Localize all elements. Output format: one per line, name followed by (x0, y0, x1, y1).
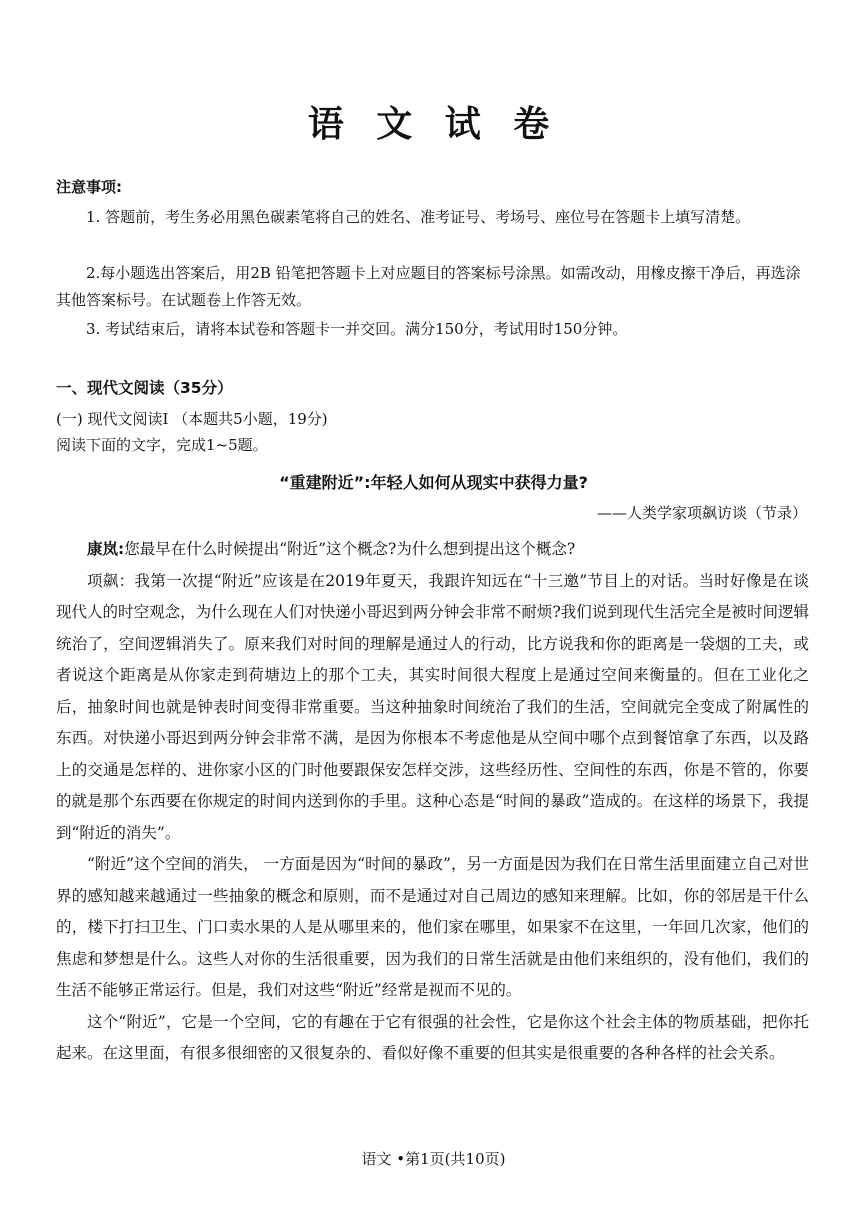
paragraph: 康岚:您最早在什么时候提出“附近”这个概念?为什么想到提出这个概念? (87, 540, 576, 558)
notice-heading: 注意事项: (56, 178, 122, 196)
paragraph: 这个“附近”，它是一个空间，它的有趣在于它有很强的社会性，它是你这个社会主体的物质基础，把你托起来。在这里面，有很多很细密的又很复杂的、看似好像不重要的但其实是很重要的各种各样的社会关系。 (56, 1012, 809, 1062)
notice-item-2: 2.每小题选出答案后，用2B 铅笔把答题卡上对应题目的答案标号涂黑。如需改动，用橡皮擦干净后，再选涂其他答案标号。在试题卷上作答无效。 (56, 264, 801, 309)
paragraph: “附近”这个空间的消失， 一方面是因为“时间的暴政”，另一方面是因为我们在日常生活里面建立自己对世界的感知越来越通过一些抽象的概念和原则，而不是通过对自己周边的感知来理解。比如，你的邻居是干什么的，楼下打扫卫生、门口卖水果的人是从哪里来的，他们家在哪里，如果家不在这里，一年回几次家，他们的焦虑和梦想是什么。这些人对你的生活很重要，因为我们的日常生活就是由他们来组织的，没有他们，我们的生活不能够正常运行。但是，我们对这些“附近”经常是视而不见的。 (56, 855, 809, 999)
article-byline: ——人类学家项飙访谈（节录） (596, 504, 807, 522)
notice-item-3: 3. 考试结束后，请将本试卷和答题卡一并交回。满分150分，考试用时150分钟。 (86, 320, 628, 338)
paragraph: 项飙：我第一次提“附近”应该是在2019年夏天，我跟许知远在“十三邀”节目上的对话。当时好像是在谈现代人的时空观念，为什么现在人们对快递小哥迟到两分钟会非常不耐烦?我们说到现代生活完全是被时间逻辑统治了，空间逻辑消失了。原来我们对时间的理解是通过人的行动，比方说我和你的距离是一袋烟的工夫，或者说这个距离是从你家走到荷塘边上的那个工夫，其实时间很大程度上是通过空间来衡量的。但在工业化之后，抽象时间也就是钟表时间变得非常重要。当这种抽象时间统治了我们的生活，空间就完全变成了附属性的东西。对快递小哥迟到两分钟会非常不满，是因为你根本不考虑他是从空间中哪个点到餐馆拿了东西，以及路上的交通是怎样的、进你家小区的门时他要跟保安怎样交涉，这些经历性、空间性的东西，你是不管的，你要的就是那个东西要在你规定的时间内送到你的手里。这种心态是“时间的暴政”造成的。在这样的场景下，我提到“附近的消失”。 (56, 571, 809, 842)
article-body (56, 534, 809, 1070)
section-heading: 一、现代文阅读（35分） (56, 379, 233, 397)
speaker-label: 康岚: (87, 540, 125, 558)
sub-section-heading: (一) 现代文阅读I （本题共5小题，19分) (56, 410, 328, 428)
page-title: 语 文 试 卷 (307, 103, 560, 145)
notice-item-1: 1. 答题前，考生务必用黑色碳素笔将自己的姓名、准考证号、考场号、座位号在答题卡上填写清楚。 (86, 208, 751, 226)
page-footer: 语文 •第1页(共10页) (361, 1150, 506, 1168)
reading-instruction: 阅读下面的文字，完成1~5题。 (56, 436, 268, 454)
article-title: “重建附近”:年轻人如何从现实中获得力量? (279, 473, 588, 492)
